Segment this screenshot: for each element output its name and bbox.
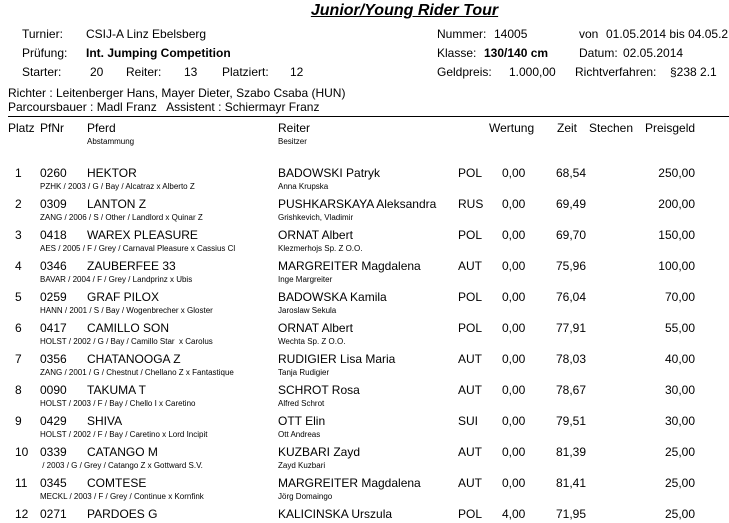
datum-value: 02.05.2014 (623, 46, 684, 60)
row-pferd: ZAUBERFEE 33 (87, 259, 176, 273)
row-wertung: 0,00 (502, 197, 526, 211)
row-pferd: LANTON Z (87, 197, 147, 211)
row-nation: AUT (458, 259, 482, 273)
col-zeit: Zeit (557, 121, 578, 135)
row-reiter: PUSHKARSKAYA Aleksandra (278, 197, 437, 211)
row-zeit: 79,51 (555, 414, 586, 428)
row-wertung: 4,00 (502, 507, 526, 521)
row-zeit: 71,95 (555, 507, 586, 521)
row-preisgeld: 25,00 (664, 445, 695, 459)
page-title: Junior/Young Rider Tour (310, 2, 499, 19)
row-platz: 9 (15, 414, 22, 428)
row-wertung: 0,00 (502, 321, 526, 335)
row-preisgeld: 30,00 (664, 383, 695, 397)
richtverfahren-value: §238 2.1 (670, 65, 717, 79)
row-nation: AUT (458, 445, 482, 459)
row-platz: 10 (15, 445, 29, 459)
row-abstammung: AES / 2005 / F / Grey / Carnaval Pleasure x Cassius Cl (40, 244, 236, 253)
row-preisgeld: 150,00 (658, 228, 695, 242)
row-besitzer: Jaroslaw Sekula (278, 306, 337, 315)
row-platz: 2 (15, 197, 22, 211)
reiter-count-label: Reiter: (126, 65, 162, 79)
row-nation: POL (458, 321, 483, 335)
row-zeit: 77,91 (555, 321, 586, 335)
col-preisgeld: Preisgeld (645, 121, 696, 135)
row-abstammung: HANN / 2001 / S / Bay / Wogenbrecher x Gloster (40, 306, 213, 315)
row-platz: 3 (15, 228, 22, 242)
starter-label: Starter: (22, 65, 62, 79)
col-pferd: Pferd (87, 121, 116, 135)
richtverfahren-label: Richtverfahren: (575, 65, 657, 79)
row-besitzer: Wechta Sp. Z O.O. (278, 337, 346, 346)
row-wertung: 0,00 (502, 445, 526, 459)
col-reiter: Reiter (278, 121, 311, 135)
row-besitzer: Klezmerhojs Sp. Z O.O. (278, 244, 363, 253)
row-wertung: 0,00 (502, 259, 526, 273)
col-wertung: Wertung (489, 121, 535, 135)
row-nation: AUT (458, 352, 482, 366)
turnier-label: Turnier: (22, 27, 63, 41)
row-pferd: HEKTOR (87, 166, 137, 180)
row-reiter: KUZBARI Zayd (278, 445, 361, 459)
row-nation: POL (458, 507, 483, 521)
row-platz: 5 (15, 290, 22, 304)
row-reiter: RUDIGIER Lisa Maria (278, 352, 396, 366)
row-wertung: 0,00 (502, 476, 526, 490)
row-reiter: ORNAT Albert (278, 228, 353, 242)
parcoursbauer-line: Parcoursbauer : Madl Franz Assistent : Schiermayr Franz (8, 100, 320, 114)
starter-value: 20 (90, 65, 104, 79)
row-reiter: OTT Elin (278, 414, 326, 428)
row-reiter: SCHROT Rosa (278, 383, 360, 397)
row-nation: POL (458, 228, 483, 242)
klasse-label: Klasse: (437, 46, 477, 60)
row-abstammung: HOLST / 2003 / F / Bay / Chello I x Caretino (40, 399, 196, 408)
col-stechen: Stechen (589, 121, 634, 135)
row-reiter: KALICINSKA Urszula (278, 507, 393, 521)
row-nation: POL (458, 290, 483, 304)
row-besitzer: Tanja Rudigier (278, 368, 330, 377)
row-nation: RUS (458, 197, 484, 211)
row-besitzer: Alfred Schrot (278, 399, 325, 408)
geldpreis-value: 1.000,00 (509, 65, 556, 79)
row-pfnr: 0339 (40, 445, 67, 459)
row-platz: 6 (15, 321, 22, 335)
row-wertung: 0,00 (502, 414, 526, 428)
row-abstammung: MECKL / 2003 / F / Grey / Continue x Kornfink (40, 492, 204, 501)
col-pfnr: PfNr (40, 121, 64, 135)
platziert-value: 12 (290, 65, 304, 79)
geldpreis-label: Geldpreis: (437, 65, 492, 79)
row-reiter: MARGREITER Magdalena (278, 259, 421, 273)
row-pfnr: 0309 (40, 197, 67, 211)
klasse-value: 130/140 cm (484, 46, 549, 60)
pruefung-label: Prüfung: (22, 46, 68, 60)
nummer-value: 14005 (494, 27, 528, 41)
row-wertung: 0,00 (502, 228, 526, 242)
von-value: 01.05.2014 bis 04.05.2 (606, 27, 729, 41)
col-abstammung: Abstammung (87, 137, 135, 146)
row-pferd: COMTESE (87, 476, 147, 490)
row-platz: 12 (15, 507, 29, 521)
row-preisgeld: 70,00 (664, 290, 695, 304)
row-besitzer: Ott Andreas (278, 430, 321, 439)
row-zeit: 76,04 (555, 290, 586, 304)
row-wertung: 0,00 (502, 383, 526, 397)
turnier-value: CSIJ-A Linz Ebelsberg (86, 27, 207, 41)
row-platz: 7 (15, 352, 22, 366)
row-reiter: ORNAT Albert (278, 321, 353, 335)
row-reiter: MARGREITER Magdalena (278, 476, 421, 490)
richter-line: Richter : Leitenberger Hans, Mayer Dieter, Szabo Csaba (HUN) (8, 86, 346, 100)
row-besitzer: Inge Margreiter (278, 275, 333, 284)
row-preisgeld: 40,00 (664, 352, 695, 366)
row-zeit: 78,03 (555, 352, 586, 366)
row-pferd: WAREX PLEASURE (87, 228, 198, 242)
nummer-label: Nummer: (437, 27, 487, 41)
row-abstammung: HOLST / 2002 / G / Bay / Camillo Star x Carolus (40, 337, 213, 346)
col-platz: Platz (8, 121, 35, 135)
row-pferd: PARDOES G (87, 507, 158, 521)
row-pfnr: 0090 (40, 383, 67, 397)
row-platz: 11 (15, 476, 28, 490)
pruefung-value: Int. Jumping Competition (86, 46, 231, 60)
row-pfnr: 0417 (40, 321, 67, 335)
row-zeit: 69,49 (555, 197, 586, 211)
row-pferd: GRAF PILOX (87, 290, 160, 304)
row-zeit: 81,39 (555, 445, 586, 459)
row-abstammung: BAVAR / 2004 / F / Grey / Landprinz x Ubis (40, 275, 193, 284)
row-pfnr: 0260 (40, 166, 67, 180)
row-preisgeld: 250,00 (658, 166, 695, 180)
row-preisgeld: 200,00 (658, 197, 695, 211)
row-nation: AUT (458, 476, 482, 490)
row-reiter: BADOWSKI Patryk (278, 166, 381, 180)
row-pferd: CHATANOOGA Z (87, 352, 181, 366)
col-besitzer: Besitzer (278, 137, 307, 146)
row-pferd: CAMILLO SON (87, 321, 170, 335)
row-abstammung: / 2003 / G / Grey / Catango Z x Gottward S.V. (40, 461, 203, 470)
row-zeit: 68,54 (555, 166, 586, 180)
row-zeit: 69,70 (555, 228, 586, 242)
row-wertung: 0,00 (502, 166, 526, 180)
datum-label: Datum: (579, 46, 618, 60)
row-preisgeld: 30,00 (664, 414, 695, 428)
row-pfnr: 0418 (40, 228, 67, 242)
platziert-label: Platziert: (222, 65, 269, 79)
row-pfnr: 0345 (40, 476, 67, 490)
row-besitzer: Anna Krupska (278, 182, 329, 191)
row-platz: 4 (15, 259, 22, 273)
row-preisgeld: 55,00 (664, 321, 695, 335)
row-zeit: 75,96 (555, 259, 586, 273)
row-besitzer: Zayd Kuzbari (278, 461, 326, 470)
row-preisgeld: 25,00 (664, 476, 695, 490)
row-nation: POL (458, 166, 483, 180)
row-preisgeld: 100,00 (658, 259, 695, 273)
row-abstammung: PZHK / 2003 / G / Bay / Alcatraz x Alberto Z (40, 182, 195, 191)
row-nation: AUT (458, 383, 482, 397)
row-abstammung: ZANG / 2006 / S / Other / Landlord x Quinar Z (40, 213, 203, 222)
row-pferd: TAKUMA T (87, 383, 146, 397)
row-platz: 8 (15, 383, 22, 397)
row-pfnr: 0259 (40, 290, 67, 304)
row-wertung: 0,00 (502, 290, 526, 304)
row-preisgeld: 25,00 (664, 507, 695, 521)
row-pferd: SHIVA (87, 414, 123, 428)
row-zeit: 78,67 (555, 383, 586, 397)
row-wertung: 0,00 (502, 352, 526, 366)
row-pfnr: 0346 (40, 259, 67, 273)
header-divider (8, 116, 729, 117)
row-abstammung: HOLST / 2002 / F / Bay / Caretino x Lord Incipit (40, 430, 208, 439)
row-pfnr: 0271 (40, 507, 67, 521)
row-nation: SUI (458, 414, 479, 428)
row-abstammung: ZANG / 2001 / G / Chestnut / Chellano Z x Fantastique (40, 368, 234, 377)
row-pfnr: 0429 (40, 414, 67, 428)
row-reiter: BADOWSKA Kamila (278, 290, 387, 304)
row-platz: 1 (15, 166, 22, 180)
von-label: von (579, 27, 599, 41)
row-besitzer: Jörg Domaingo (278, 492, 333, 501)
row-pfnr: 0356 (40, 352, 67, 366)
row-pferd: CATANGO M (87, 445, 158, 459)
reiter-count-value: 13 (184, 65, 198, 79)
row-zeit: 81,41 (555, 476, 586, 490)
row-besitzer: Grishkevich, Vladimir (278, 213, 354, 222)
